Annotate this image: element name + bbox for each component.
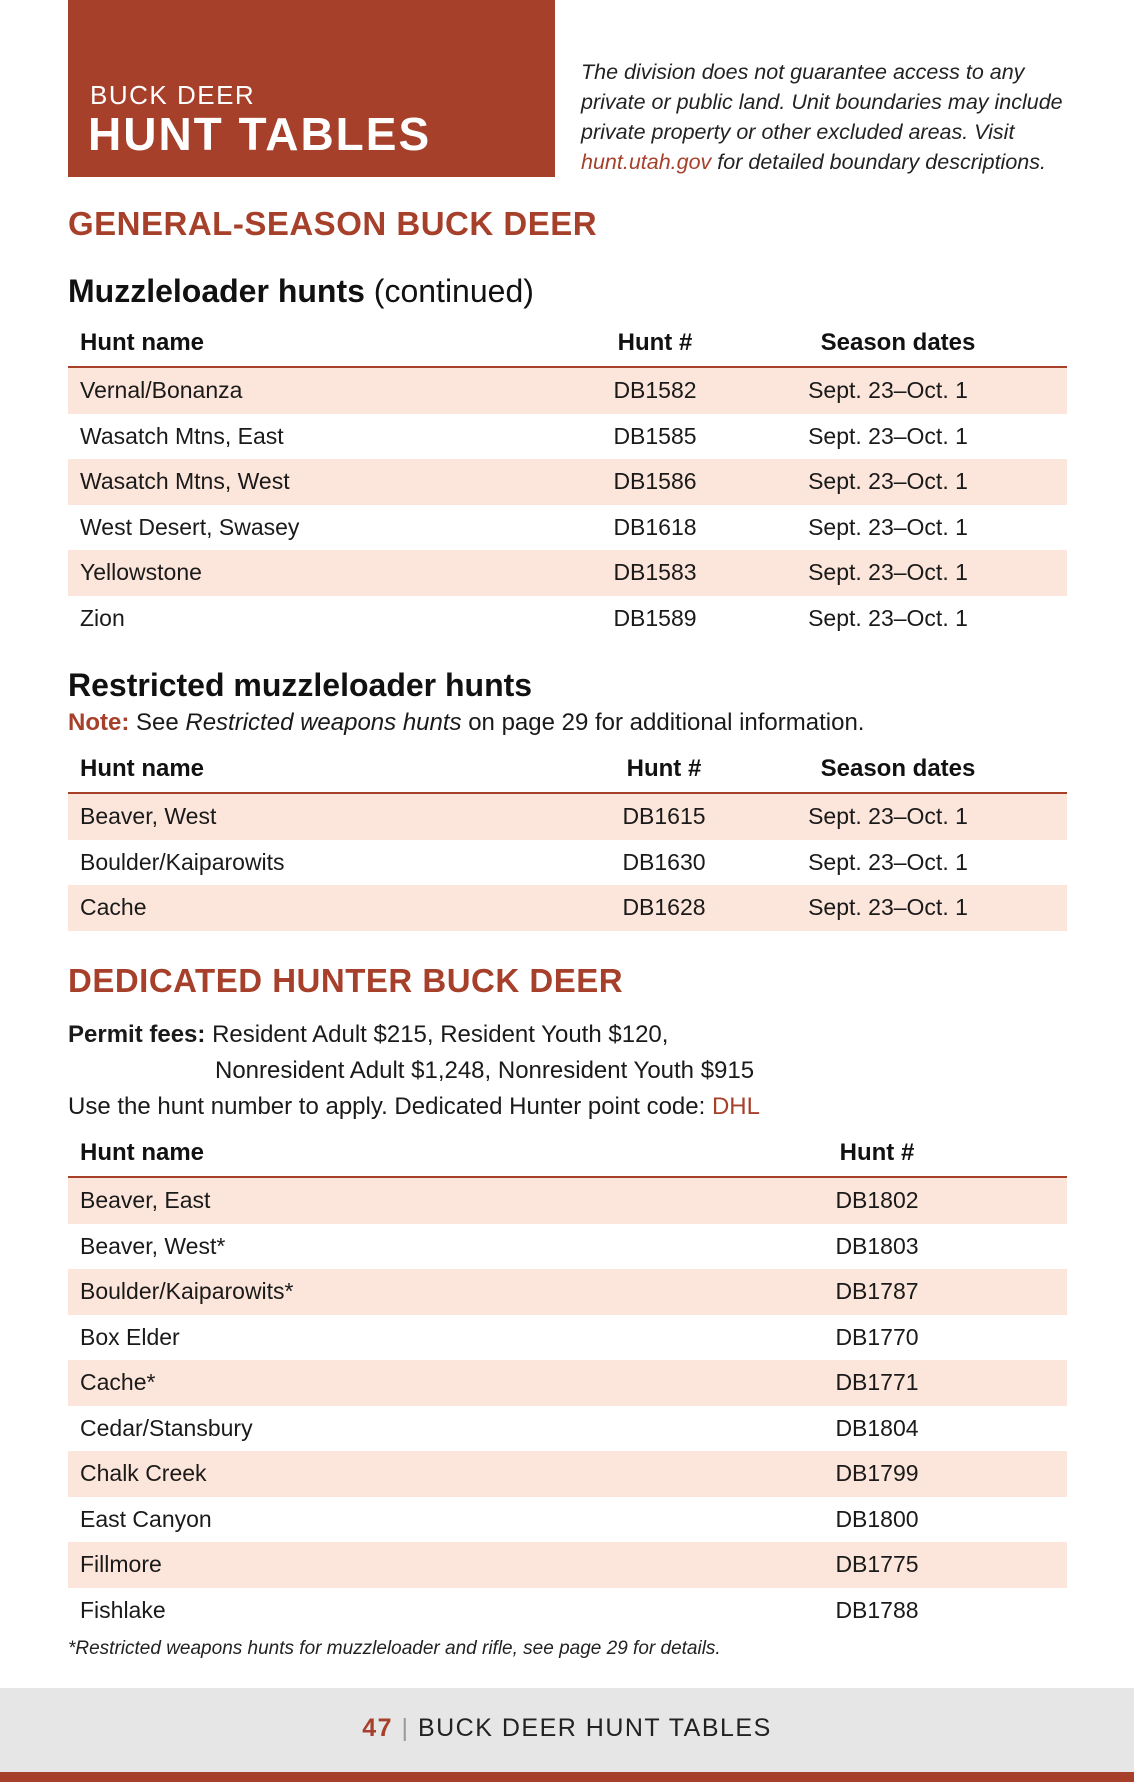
table-header bbox=[68, 1131, 1067, 1178]
table-row bbox=[68, 1406, 1067, 1452]
table-row bbox=[68, 596, 1067, 642]
hunt-number-cell: DB1583 bbox=[613, 559, 697, 585]
hunt-name-cell: Boulder/Kaiparowits bbox=[80, 848, 285, 875]
hunt-name-cell: Yellowstone bbox=[80, 559, 202, 585]
footnote: *Restricted weapons hunts for muzzleloader and rifle, see page 29 for details. bbox=[68, 1638, 721, 1659]
header-kicker: BUCK DEER bbox=[90, 80, 256, 110]
table-row bbox=[68, 1588, 1067, 1634]
season-dates-cell: Sept. 23–Oct. 1 bbox=[808, 848, 968, 875]
subsection-title-restricted: Restricted muzzleloader hunts bbox=[68, 667, 533, 703]
hunt-number-cell: DB1615 bbox=[622, 803, 706, 829]
hunt-number-cell: DB1585 bbox=[613, 422, 697, 449]
hunt-number-cell: DB1618 bbox=[613, 513, 697, 540]
point-code: DHL bbox=[711, 1093, 760, 1120]
disclaimer bbox=[581, 57, 1081, 177]
hunt-number-cell: DB1582 bbox=[613, 377, 697, 403]
hunt-name-cell: Boulder/Kaiparowits* bbox=[80, 1278, 294, 1304]
season-dates-cell: Sept. 23–Oct. 1 bbox=[808, 559, 968, 585]
restricted-table bbox=[68, 747, 1067, 931]
column-header-hunt-name: Hunt name bbox=[80, 755, 205, 782]
season-dates-cell: Sept. 23–Oct. 1 bbox=[808, 894, 968, 920]
hunt-name-cell: Box Elder bbox=[80, 1323, 180, 1350]
table-row bbox=[68, 1360, 1067, 1406]
hunt-number-cell: DB1787 bbox=[835, 1278, 919, 1304]
season-dates-cell: Sept. 23–Oct. 1 bbox=[808, 422, 968, 449]
hunt-number-cell: DB1589 bbox=[613, 604, 697, 631]
hunt-number-cell: DB1770 bbox=[835, 1323, 919, 1350]
page-number: 47 bbox=[362, 1714, 394, 1742]
disclaimer-text: The division does not guarantee access to any private or public land. Unit boundaries may include private property or other excluded areas. Visit bbox=[581, 60, 1063, 144]
table-row bbox=[68, 1542, 1067, 1588]
permit-fees-line-2: Nonresident Adult $1,248, Nonresident Youth $915 bbox=[215, 1057, 755, 1084]
continued-label: (continued) bbox=[373, 273, 534, 309]
table-row bbox=[68, 1224, 1067, 1270]
table-row bbox=[68, 885, 1067, 931]
section-title-dedicated: DEDICATED HUNTER BUCK DEER bbox=[68, 962, 624, 999]
hunt-name-cell: Cedar/Stansbury bbox=[80, 1414, 253, 1441]
hunt-number-cell: DB1800 bbox=[835, 1505, 919, 1532]
season-dates-cell: Sept. 23–Oct. 1 bbox=[808, 604, 968, 631]
apply-text: Use the hunt number to apply. Dedicated Hunter point code: bbox=[68, 1093, 706, 1120]
hunt-name-cell: Wasatch Mtns, East bbox=[80, 422, 284, 449]
hunt-name-cell: Beaver, West* bbox=[80, 1232, 226, 1259]
season-dates-cell: Sept. 23–Oct. 1 bbox=[808, 513, 968, 540]
hunt-name-cell: West Desert, Swasey bbox=[80, 513, 300, 540]
hunt-number-cell: DB1803 bbox=[835, 1232, 919, 1259]
hunt-number-cell: DB1628 bbox=[622, 894, 706, 920]
column-header-hunt-name: Hunt name bbox=[80, 329, 205, 356]
table-row bbox=[68, 1178, 1067, 1224]
hunt-number-cell: DB1771 bbox=[835, 1369, 919, 1395]
column-header-hunt-name: Hunt name bbox=[80, 1139, 205, 1166]
hunt-name-cell: Wasatch Mtns, West bbox=[80, 468, 290, 494]
table-row bbox=[68, 414, 1067, 460]
hunt-name-cell: Chalk Creek bbox=[80, 1460, 207, 1486]
table-row bbox=[68, 1269, 1067, 1315]
section-title-general: GENERAL-SEASON BUCK DEER bbox=[68, 205, 598, 242]
table-row bbox=[68, 794, 1067, 840]
hunt-name-cell: Cache* bbox=[80, 1369, 156, 1395]
table-row bbox=[68, 368, 1067, 414]
permit-fees-label: Permit fees: bbox=[68, 1021, 206, 1048]
subsection-title-muzzleloader bbox=[68, 273, 534, 310]
hunt-number-cell: DB1586 bbox=[613, 468, 697, 494]
table-row bbox=[68, 459, 1067, 505]
table-row bbox=[68, 840, 1067, 886]
note-text-end: on page 29 for additional information. bbox=[468, 709, 865, 736]
footer-label: BUCK DEER HUNT TABLES bbox=[417, 1714, 772, 1742]
permit-fees-text: Resident Adult $215, Resident Youth $120, bbox=[212, 1021, 669, 1048]
dedicated-table bbox=[68, 1131, 1067, 1633]
hunt-name-cell: East Canyon bbox=[80, 1505, 212, 1532]
note-text: See bbox=[136, 709, 179, 736]
column-header-hunt-number: Hunt # bbox=[626, 755, 702, 782]
hunt-name-cell: Vernal/Bonanza bbox=[80, 377, 243, 403]
season-dates-cell: Sept. 23–Oct. 1 bbox=[808, 377, 968, 403]
subsection-title-text: Muzzleloader hunts bbox=[68, 273, 365, 309]
column-header-season-dates: Season dates bbox=[820, 755, 976, 782]
permit-fees-line-1 bbox=[68, 1021, 668, 1049]
footer-separator: | bbox=[401, 1714, 410, 1742]
hunt-name-cell: Zion bbox=[80, 604, 125, 631]
table-row bbox=[68, 1451, 1067, 1497]
hunt-number-cell: DB1799 bbox=[835, 1460, 919, 1486]
season-dates-cell: Sept. 23–Oct. 1 bbox=[808, 803, 968, 829]
table-row bbox=[68, 550, 1067, 596]
header-banner bbox=[68, 0, 555, 177]
hunt-name-cell: Beaver, East bbox=[80, 1187, 211, 1213]
hunt-name-cell: Fillmore bbox=[80, 1551, 162, 1577]
footer-accent-bar bbox=[0, 1772, 1134, 1782]
apply-instructions bbox=[68, 1093, 760, 1121]
hunt-name-cell: Cache bbox=[80, 894, 147, 920]
table-row bbox=[68, 1497, 1067, 1543]
hunt-name-cell: Fishlake bbox=[80, 1596, 166, 1623]
hunt-number-cell: DB1804 bbox=[835, 1414, 919, 1441]
footer-text bbox=[0, 1714, 1134, 1743]
hunt-number-cell: DB1802 bbox=[835, 1187, 919, 1213]
muzzleloader-table bbox=[68, 321, 1067, 641]
page-footer bbox=[0, 1688, 1134, 1782]
note-italic: Restricted weapons hunts bbox=[185, 709, 462, 736]
season-dates-cell: Sept. 23–Oct. 1 bbox=[808, 468, 968, 494]
table-header bbox=[68, 747, 1067, 794]
hunt-name-cell: Beaver, West bbox=[80, 803, 217, 829]
table-row bbox=[68, 1315, 1067, 1361]
disclaimer-text-end: for detailed boundary descriptions. bbox=[717, 150, 1046, 174]
column-header-hunt-number: Hunt # bbox=[839, 1139, 915, 1166]
hunt-number-cell: DB1630 bbox=[622, 848, 706, 875]
hunt-utah-link[interactable]: hunt.utah.gov bbox=[581, 150, 712, 174]
page-title: HUNT TABLES bbox=[88, 108, 432, 160]
restricted-note bbox=[68, 709, 864, 737]
table-row bbox=[68, 505, 1067, 551]
hunt-number-cell: DB1788 bbox=[835, 1596, 919, 1623]
hunt-number-cell: DB1775 bbox=[835, 1551, 919, 1577]
table-header bbox=[68, 321, 1067, 368]
column-header-hunt-number: Hunt # bbox=[617, 329, 693, 356]
column-header-season-dates: Season dates bbox=[820, 329, 976, 356]
note-label: Note: bbox=[68, 709, 130, 736]
